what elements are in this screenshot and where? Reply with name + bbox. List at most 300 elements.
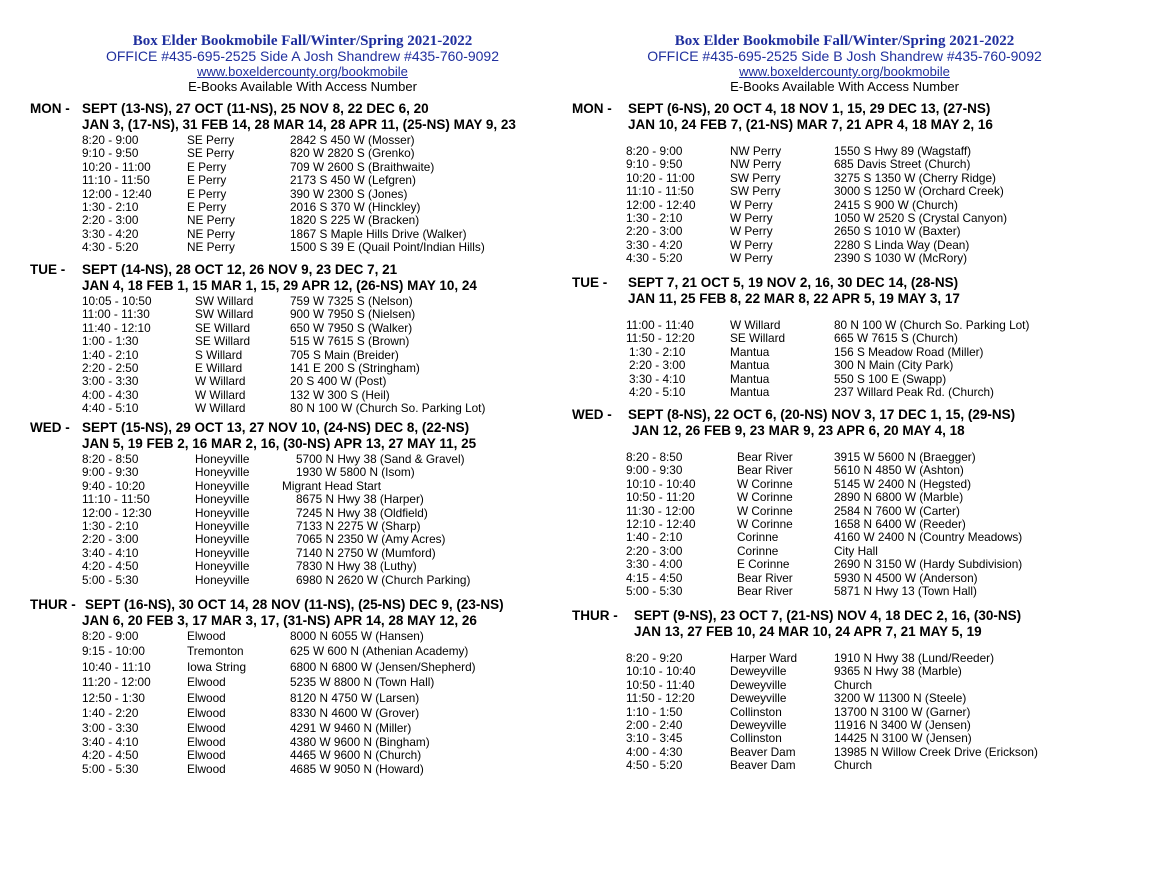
- stop-area: Iowa String: [187, 659, 247, 674]
- stop-address: 141 E 200 S (Stringham): [290, 360, 420, 375]
- side-b-ebooks-note: E-Books Available With Access Number: [730, 79, 959, 94]
- stop-row: [572, 358, 1117, 371]
- stop-address: 2842 S 450 W (Mosser): [290, 133, 415, 147]
- stop-row: [572, 238, 1117, 251]
- stop-area: NW Perry: [730, 144, 782, 158]
- stop-row: [572, 691, 1117, 704]
- stop-area: Honeyville: [195, 492, 250, 507]
- stop-row: [30, 227, 575, 240]
- stop-row: [30, 348, 575, 361]
- side-a-tuesday-section: [30, 262, 575, 415]
- stop-address: 3200 W 11300 N (Steele): [834, 691, 967, 706]
- stop-time: 4:20 - 4:50: [82, 748, 139, 763]
- stop-row: [30, 644, 575, 659]
- stop-area: Honeyville: [195, 559, 250, 574]
- stop-address: 5145 W 2400 N (Hegsted): [834, 476, 972, 491]
- stop-row: [572, 758, 1117, 771]
- stop-time: 5:00 - 5:30: [82, 572, 139, 587]
- stop-time: 4:00 - 4:30: [626, 744, 683, 759]
- stop-address: 3915 W 5600 N (Braegger): [834, 450, 976, 464]
- stop-row: [30, 748, 575, 761]
- stop-time: 9:10 - 9:50: [626, 157, 683, 172]
- stop-area: E Corinne: [737, 557, 790, 572]
- stop-address: 5930 N 4500 W (Anderson): [834, 570, 978, 585]
- dates-line-1: SEPT 7, 21 OCT 5, 19 NOV 2, 16, 30 DEC 14, (28-NS): [628, 275, 959, 290]
- stop-area: SW Willard: [195, 294, 254, 308]
- day-label: WED -: [572, 407, 612, 422]
- stop-row: [30, 388, 575, 401]
- stop-address: 4160 W 2400 N (Country Meadows): [834, 530, 1023, 545]
- stop-address: 4291 W 9460 N (Miller): [290, 721, 412, 736]
- stop-address: 1910 N Hwy 38 (Lund/Reeder): [834, 651, 995, 665]
- dates-line-1: SEPT (14-NS), 28 OCT 12, 26 NOV 9, 23 DEC 7, 21: [82, 262, 398, 277]
- stop-row: [30, 307, 575, 320]
- stop-time: 1:30 - 2:10: [626, 210, 683, 225]
- stop-area: W Perry: [730, 237, 773, 252]
- stop-area: Honeyville: [195, 465, 250, 480]
- stop-area: W Perry: [730, 197, 773, 212]
- stop-time: 4:30 - 5:20: [626, 251, 683, 266]
- side-b-header: [572, 34, 1117, 94]
- stop-area: Deweyville: [730, 717, 787, 732]
- dates-line-2: JAN 12, 26 FEB 9, 23 MAR 9, 23 APR 6, 20 MAY 4, 18: [632, 423, 965, 438]
- stop-address: 14425 N 3100 W (Jensen): [834, 731, 972, 746]
- stop-row: [572, 490, 1117, 503]
- stop-time: 11:50 - 12:20: [626, 691, 695, 706]
- stop-address: 20 S 400 W (Post): [290, 374, 387, 389]
- stop-time: 1:40 - 2:20: [82, 705, 139, 720]
- stop-row: [572, 584, 1117, 597]
- stop-area: SE Willard: [195, 334, 251, 349]
- stop-address: 156 S Meadow Road (Miller): [834, 344, 984, 359]
- stop-area: Bear River: [737, 463, 793, 478]
- stop-area: W Willard: [730, 318, 781, 332]
- day-label: THUR -: [572, 608, 618, 623]
- stop-area: E Willard: [195, 360, 243, 375]
- dates-line-1: SEPT (15-NS), 29 OCT 13, 27 NOV 10, (24-NS) DEC 8, (22-NS): [82, 420, 470, 435]
- stop-area: Corinne: [737, 530, 779, 545]
- stop-time: 11:20 - 12:00: [82, 675, 151, 690]
- stop-time: 4:40 - 5:10: [82, 401, 139, 416]
- stop-area: SW Willard: [195, 307, 254, 322]
- stop-address: 820 W 2820 S (Grenko): [290, 146, 415, 161]
- stop-row: [30, 133, 575, 146]
- stop-row: [572, 517, 1117, 530]
- stop-area: W Corinne: [737, 503, 793, 518]
- stop-address: 7830 N Hwy 38 (Luthy): [296, 559, 417, 574]
- stop-address: 2415 S 900 W (Church): [834, 197, 958, 212]
- stop-address: 2390 S 1030 W (McRory): [834, 251, 968, 266]
- stop-row: [30, 573, 575, 586]
- stop-time: 1:30 - 2:10: [82, 199, 139, 214]
- stop-address: 8000 N 6055 W (Hansen): [290, 629, 424, 643]
- stop-area: Honeyville: [195, 452, 250, 466]
- stop-time: 2:20 - 3:00: [82, 213, 139, 228]
- stop-time: 5:00 - 5:30: [82, 761, 139, 776]
- dates-line-2: JAN 10, 24 FEB 7, (21-NS) MAR 7, 21 APR 4, 18 MAY 2, 16: [628, 117, 993, 132]
- stop-area: Corinne: [737, 543, 779, 558]
- stop-area: Tremonton: [187, 644, 244, 659]
- stop-area: W Perry: [730, 210, 773, 225]
- stop-address: 2584 N 7600 W (Carter): [834, 503, 960, 518]
- stop-row: [30, 532, 575, 545]
- stop-row: [30, 465, 575, 478]
- dates-line-1: SEPT (13-NS), 27 OCT (11-NS), 25 NOV 8, 22 DEC 6, 20: [82, 101, 429, 116]
- stop-area: SE Perry: [187, 133, 235, 147]
- stop-area: Deweyville: [730, 677, 787, 692]
- stop-time: 11:50 - 12:20: [626, 331, 695, 346]
- stop-row: [572, 171, 1117, 184]
- stop-time: 1:10 - 1:50: [626, 704, 683, 719]
- stop-area: Mantua: [730, 358, 770, 373]
- stop-area: Beaver Dam: [730, 744, 796, 759]
- stop-area: SE Perry: [187, 146, 235, 161]
- stop-area: W Corinne: [737, 490, 793, 505]
- stop-row: [30, 559, 575, 572]
- stop-area: Harper Ward: [730, 651, 798, 665]
- stop-address: 13700 N 3100 W (Garner): [834, 704, 971, 719]
- stop-area: Collinston: [730, 704, 782, 719]
- stop-area: Honeyville: [195, 545, 250, 560]
- stop-time: 9:00 - 9:30: [626, 463, 683, 478]
- day-label: TUE -: [30, 262, 66, 277]
- stop-address: Church: [834, 758, 873, 773]
- stop-area: W Perry: [730, 251, 773, 266]
- stop-area: Elwood: [187, 675, 226, 690]
- dates-line-1: SEPT (16-NS), 30 OCT 14, 28 NOV (11-NS), (25-NS) DEC 9, (23-NS): [85, 597, 504, 612]
- stop-time: 2:20 - 3:00: [626, 543, 683, 558]
- stop-row: [572, 211, 1117, 224]
- stop-time: 10:40 - 11:10: [82, 659, 151, 674]
- stop-time: 2:20 - 3:00: [629, 358, 686, 373]
- stop-address: 4465 W 9600 N (Church): [290, 748, 422, 763]
- stop-time: 4:00 - 4:30: [82, 387, 139, 402]
- stop-area: Deweyville: [730, 691, 787, 706]
- stop-time: 4:20 - 5:10: [629, 384, 686, 399]
- stop-time: 11:00 - 11:40: [626, 318, 694, 332]
- stop-row: [572, 530, 1117, 543]
- stop-time: 3:00 - 3:30: [82, 721, 139, 736]
- stop-row: [30, 506, 575, 519]
- stop-time: 8:20 - 8:50: [626, 450, 683, 464]
- stop-time: 12:00 - 12:30: [82, 505, 152, 520]
- stop-address: 6980 N 2620 W (Church Parking): [296, 572, 471, 587]
- stop-address: Church: [834, 677, 873, 692]
- stop-row: [572, 385, 1117, 398]
- stop-time: 10:20 - 11:00: [82, 159, 151, 174]
- stop-address: 390 W 2300 S (Jones): [290, 186, 408, 201]
- stop-area: NE Perry: [187, 226, 235, 241]
- stop-address: 515 W 7615 S (Brown): [290, 334, 410, 349]
- stop-area: E Perry: [187, 186, 227, 201]
- stop-row: [572, 557, 1117, 570]
- stop-time: 11:30 - 12:00: [626, 503, 695, 518]
- stop-row: [572, 157, 1117, 170]
- stop-area: Elwood: [187, 761, 226, 776]
- stop-address: 1867 S Maple Hills Drive (Walker): [290, 226, 467, 241]
- stop-row: [30, 629, 575, 644]
- stop-area: Beaver Dam: [730, 758, 796, 773]
- stop-address: 2890 N 6800 W (Marble): [834, 490, 964, 505]
- stop-address: 6800 N 6800 W (Jensen/Shepherd): [290, 659, 476, 674]
- stop-address: 2690 N 3150 W (Hardy Subdivision): [834, 557, 1023, 572]
- stop-row: [30, 374, 575, 387]
- day-label: MON -: [30, 101, 70, 116]
- stop-row: [30, 452, 575, 465]
- stop-time: 11:40 - 12:10: [82, 320, 151, 335]
- stop-area: Bear River: [737, 583, 793, 598]
- stop-area: W Willard: [195, 401, 246, 416]
- stop-time: 3:30 - 4:20: [82, 226, 139, 241]
- stop-address: 11916 N 3400 W (Jensen): [834, 717, 971, 732]
- stop-row: [30, 187, 575, 200]
- stop-area: Honeyville: [195, 478, 250, 493]
- stop-row: [30, 213, 575, 226]
- stop-row: [572, 731, 1117, 744]
- stop-area: Elwood: [187, 748, 226, 763]
- stop-time: 3:40 - 4:10: [82, 734, 139, 749]
- stop-row: [30, 401, 575, 414]
- stop-area: NE Perry: [187, 240, 235, 255]
- stop-address: City Hall: [834, 543, 878, 558]
- side-b-website-link[interactable]: www.boxeldercounty.org/bookmobile: [739, 64, 950, 79]
- stop-time: 2:20 - 3:00: [626, 224, 683, 239]
- stop-time: 11:10 - 11:50: [82, 173, 150, 188]
- stop-area: Bear River: [737, 570, 793, 585]
- stop-row: [572, 544, 1117, 557]
- stop-time: 11:10 - 11:50: [626, 184, 694, 199]
- stop-area: Deweyville: [730, 664, 787, 679]
- stop-time: 2:20 - 2:50: [82, 360, 139, 375]
- stop-row: [572, 198, 1117, 211]
- stop-time: 4:30 - 5:20: [82, 240, 139, 255]
- stop-address: 237 Willard Peak Rd. (Church): [834, 384, 994, 399]
- stop-area: S Willard: [195, 347, 243, 362]
- stop-row: [30, 492, 575, 505]
- stop-time: 3:10 - 3:45: [626, 731, 683, 746]
- dates-line-2: JAN 11, 25 FEB 8, 22 MAR 8, 22 APR 5, 19 MAY 3, 17: [628, 291, 960, 306]
- stop-area: E Perry: [187, 199, 227, 214]
- stop-area: NW Perry: [730, 157, 782, 172]
- stop-address: 7140 N 2750 W (Mumford): [296, 545, 436, 560]
- stop-row: [30, 660, 575, 675]
- dates-line-2: JAN 6, 20 FEB 3, 17 MAR 3, 17, (31-NS) APR 14, 28 MAY 12, 26: [82, 613, 477, 628]
- stop-row: [30, 762, 575, 775]
- stop-area: Honeyville: [195, 505, 250, 520]
- stop-address: 5235 W 8800 N (Town Hall): [290, 675, 435, 690]
- stop-row: [572, 450, 1117, 463]
- stop-time: 10:05 - 10:50: [82, 294, 152, 308]
- stop-address: 550 S 100 E (Swapp): [834, 371, 947, 386]
- stop-row: [30, 675, 575, 690]
- stop-time: 12:00 - 12:40: [82, 186, 152, 201]
- stop-row: [30, 691, 575, 706]
- stop-area: Mantua: [730, 384, 770, 399]
- stop-row: [30, 479, 575, 492]
- stop-area: SW Perry: [730, 170, 781, 185]
- day-label: MON -: [572, 101, 612, 116]
- side-a-ebooks-note: E-Books Available With Access Number: [188, 79, 417, 94]
- stop-row: [572, 678, 1117, 691]
- stop-row: [30, 160, 575, 173]
- stop-time: 8:20 - 9:00: [626, 144, 683, 158]
- stop-row: [572, 705, 1117, 718]
- stop-address: 1550 S Hwy 89 (Wagstaff): [834, 144, 972, 158]
- stop-address: 8120 N 4750 W (Larsen): [290, 690, 420, 705]
- stop-row: [572, 144, 1117, 157]
- stop-time: 12:10 - 12:40: [626, 516, 696, 531]
- side-b-office-line: OFFICE #435-695-2525 Side B Josh Shandrew #435-760-9092: [647, 48, 1042, 64]
- side-a-office-line: OFFICE #435-695-2525 Side A Josh Shandrew #435-760-9092: [105, 48, 500, 64]
- stop-row: [572, 184, 1117, 197]
- stop-time: 8:20 - 9:00: [82, 629, 139, 643]
- stop-time: 10:50 - 11:20: [626, 490, 695, 505]
- side-a-monday-section: [30, 101, 575, 254]
- stop-area: W Corinne: [737, 476, 793, 491]
- stop-address: 7065 N 2350 W (Amy Acres): [296, 532, 446, 547]
- side-b-tuesday-section: [572, 275, 1117, 398]
- stop-time: 3:30 - 4:00: [626, 557, 683, 572]
- stop-area: Bear River: [737, 450, 793, 464]
- stop-row: [30, 294, 575, 307]
- stop-area: Elwood: [187, 734, 226, 749]
- side-a-wednesday-section: [30, 420, 575, 586]
- stop-time: 1:00 - 1:30: [82, 334, 139, 349]
- stop-address: 1050 W 2520 S (Crystal Canyon): [834, 210, 1008, 225]
- stop-address: 3275 S 1350 W (Cherry Ridge): [834, 170, 996, 185]
- stop-address: 1930 W 5800 N (Isom): [296, 465, 415, 480]
- stop-area: Elwood: [187, 705, 226, 720]
- stop-address: 7245 N Hwy 38 (Oldfield): [296, 505, 428, 520]
- stop-row: [572, 477, 1117, 490]
- stop-address: 2280 S Linda Way (Dean): [834, 237, 970, 252]
- dates-line-2: JAN 4, 18 FEB 1, 15 MAR 1, 15, 29 APR 12, (26-NS) MAY 10, 24: [82, 278, 477, 293]
- stop-row: [30, 173, 575, 186]
- stop-area: E Perry: [187, 173, 227, 188]
- side-b-wednesday-section: [572, 407, 1117, 597]
- side-a-header: [30, 34, 575, 94]
- stop-area: Honeyville: [195, 518, 250, 533]
- day-label: WED -: [30, 420, 70, 435]
- stop-row: [572, 372, 1117, 385]
- stop-address: 7133 N 2275 W (Sharp): [296, 518, 421, 533]
- stop-row: [572, 318, 1117, 331]
- stop-time: 12:00 - 12:40: [626, 197, 696, 212]
- stop-address: 3000 S 1250 W (Orchard Creek): [834, 184, 1004, 199]
- stop-address: Migrant Head Start: [282, 478, 382, 493]
- stop-row: [572, 224, 1117, 237]
- stop-time: 9:40 - 10:20: [82, 478, 145, 493]
- stop-address: 80 N 100 W (Church So. Parking Lot): [834, 318, 1030, 332]
- stop-time: 9:00 - 9:30: [82, 465, 139, 480]
- stop-time: 3:30 - 4:20: [626, 237, 683, 252]
- side-b-monday-section: [572, 101, 1117, 265]
- stop-area: Elwood: [187, 721, 226, 736]
- stop-time: 12:50 - 1:30: [82, 690, 145, 705]
- stop-row: [30, 546, 575, 559]
- stop-row: [30, 706, 575, 721]
- stop-address: 685 Davis Street (Church): [834, 157, 971, 172]
- side-a-thursday-section: [30, 597, 575, 775]
- stop-address: 1820 S 225 W (Bracken): [290, 213, 420, 228]
- stop-time: 2:00 - 2:40: [626, 717, 683, 732]
- dates-line-1: SEPT (6-NS), 20 OCT 4, 18 NOV 1, 15, 29 DEC 13, (27-NS): [628, 101, 991, 116]
- side-b-title: Box Elder Bookmobile Fall/Winter/Spring 2021-2022: [674, 33, 1015, 49]
- stop-row: [572, 664, 1117, 677]
- stop-area: W Willard: [195, 387, 246, 402]
- stop-time: 3:30 - 4:10: [629, 371, 686, 386]
- side-a-website-link[interactable]: www.boxeldercounty.org/bookmobile: [197, 64, 408, 79]
- day-label: TUE -: [572, 275, 608, 290]
- stop-time: 9:15 - 10:00: [82, 644, 145, 659]
- stop-time: 4:50 - 5:20: [626, 758, 683, 773]
- stop-time: 2:20 - 3:00: [82, 532, 139, 547]
- stop-time: 3:40 - 4:10: [82, 545, 139, 560]
- stop-area: Elwood: [187, 690, 226, 705]
- dates-line-2: JAN 5, 19 FEB 2, 16 MAR 2, 16, (30-NS) APR 13, 27 MAY 11, 25: [82, 436, 477, 451]
- stop-row: [572, 331, 1117, 344]
- dates-line-1: SEPT (9-NS), 23 OCT 7, (21-NS) NOV 4, 18 DEC 2, 16, (30-NS): [634, 608, 1022, 623]
- stop-area: SW Perry: [730, 184, 781, 199]
- stop-area: Honeyville: [195, 572, 250, 587]
- stop-time: 1:40 - 2:10: [82, 347, 139, 362]
- stop-time: 10:20 - 11:00: [626, 170, 695, 185]
- side-a-title: Box Elder Bookmobile Fall/Winter/Spring 2021-2022: [132, 33, 473, 49]
- stop-address: 900 W 7950 S (Nielsen): [290, 307, 416, 322]
- stop-address: 1500 S 39 E (Quail Point/Indian Hills): [290, 240, 485, 255]
- dates-line-2: JAN 13, 27 FEB 10, 24 MAR 10, 24 APR 7, 21 MAY 5, 19: [634, 624, 982, 639]
- stop-row: [30, 334, 575, 347]
- stop-time: 11:10 - 11:50: [82, 492, 150, 507]
- stop-area: SE Willard: [730, 331, 786, 346]
- stop-row: [30, 240, 575, 253]
- stop-area: E Perry: [187, 159, 227, 174]
- stop-area: Collinston: [730, 731, 782, 746]
- stop-address: 9365 N Hwy 38 (Marble): [834, 664, 962, 679]
- day-label: THUR -: [30, 597, 76, 612]
- stop-row: [572, 463, 1117, 476]
- stop-area: Mantua: [730, 371, 770, 386]
- stop-time: 10:10 - 10:40: [626, 664, 696, 679]
- stop-time: 4:15 - 4:50: [626, 570, 683, 585]
- stop-area: NE Perry: [187, 213, 235, 228]
- stop-area: W Corinne: [737, 516, 793, 531]
- stop-row: [572, 345, 1117, 358]
- side-b-thursday-section: [572, 608, 1117, 772]
- stop-time: 5:00 - 5:30: [626, 583, 683, 598]
- stop-time: 8:20 - 8:50: [82, 452, 139, 466]
- stop-row: [572, 745, 1117, 758]
- stop-row: [30, 146, 575, 159]
- stop-address: 2173 S 450 W (Lefgren): [290, 173, 416, 188]
- stop-address: 625 W 600 N (Athenian Academy): [290, 644, 469, 659]
- stop-area: W Willard: [195, 374, 246, 389]
- stop-row: [572, 571, 1117, 584]
- stop-address: 2650 S 1010 W (Baxter): [834, 224, 961, 239]
- stop-address: 665 W 7615 S (Church): [834, 331, 958, 346]
- stop-time: 8:20 - 9:00: [82, 133, 139, 147]
- stop-time: 4:20 - 4:50: [82, 559, 139, 574]
- stop-row: [30, 519, 575, 532]
- stop-time: 1:30 - 2:10: [82, 518, 139, 533]
- stop-address: 709 W 2600 S (Braithwaite): [290, 159, 435, 174]
- stop-address: 4380 W 9600 N (Bingham): [290, 734, 430, 749]
- stop-address: 5700 N Hwy 38 (Sand & Gravel): [296, 452, 465, 466]
- stop-address: 705 S Main (Breider): [290, 347, 399, 362]
- stop-row: [30, 721, 575, 734]
- stop-address: 8330 N 4600 W (Grover): [290, 705, 420, 720]
- dates-line-2: JAN 3, (17-NS), 31 FEB 14, 28 MAR 14, 28 APR 11, (25-NS) MAY 9, 23: [82, 117, 516, 132]
